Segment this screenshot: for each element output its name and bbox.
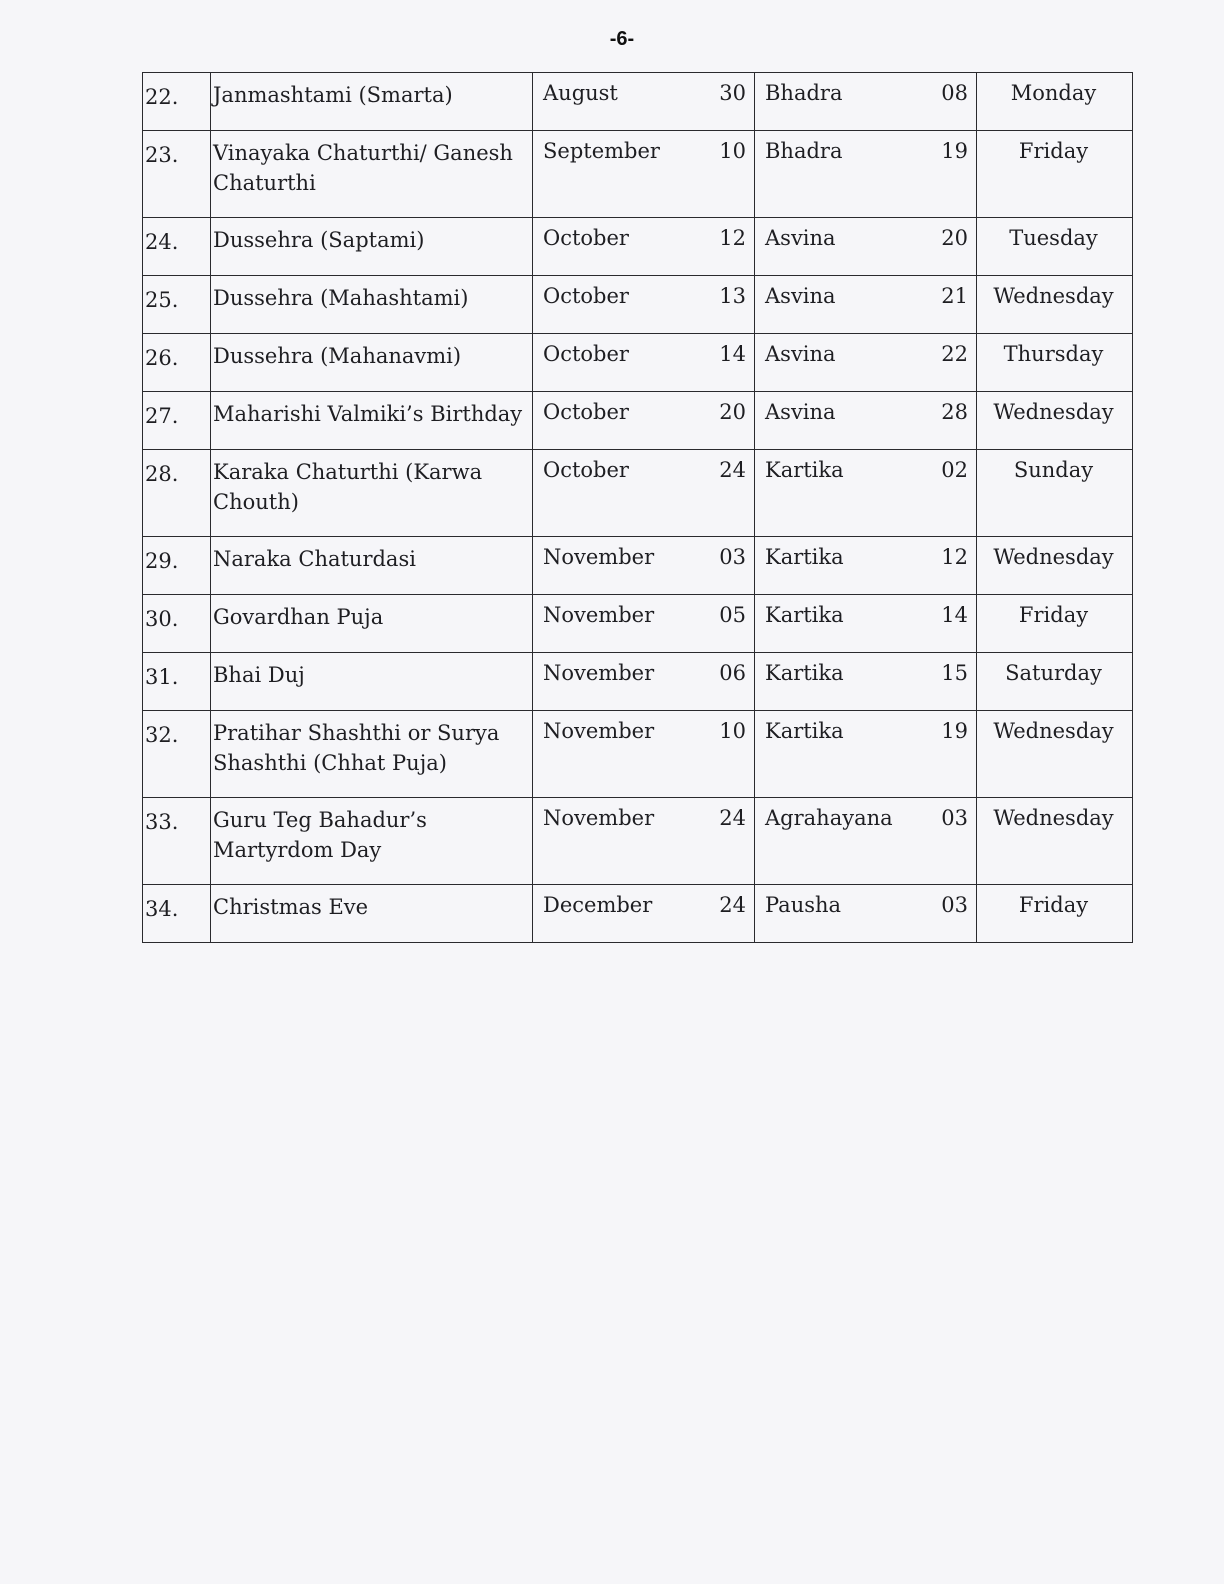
- serial-number: 23.: [143, 131, 211, 218]
- saka-month: Asvina: [765, 284, 836, 308]
- saka-month: Asvina: [765, 400, 836, 424]
- date-cell: [533, 450, 755, 537]
- serial-number: 30.: [143, 595, 211, 653]
- date-cell: [533, 595, 755, 653]
- saka-month: Asvina: [765, 342, 836, 366]
- holiday-name: Maharishi Valmiki’s Birthday: [211, 392, 533, 450]
- holiday-name: Janmashtami (Smarta): [211, 73, 533, 131]
- saka-date: 14: [941, 603, 968, 627]
- saka-cell: [755, 218, 977, 276]
- weekday: Wednesday: [977, 537, 1133, 595]
- weekday: Saturday: [977, 653, 1133, 711]
- date-cell: [533, 73, 755, 131]
- page-number: -6-: [609, 28, 635, 50]
- serial-number: 25.: [143, 276, 211, 334]
- weekday: Friday: [977, 885, 1133, 943]
- date: 24: [719, 893, 746, 917]
- holiday-table: [142, 72, 1133, 943]
- table-row: [143, 885, 1133, 943]
- saka-cell: [755, 885, 977, 943]
- saka-cell: [755, 595, 977, 653]
- saka-month: Kartika: [765, 603, 844, 627]
- table-row: [143, 73, 1133, 131]
- table-row: [143, 798, 1133, 885]
- saka-date: 28: [941, 400, 968, 424]
- saka-date: 20: [941, 226, 968, 250]
- saka-month: Pausha: [765, 893, 842, 917]
- date: 05: [719, 603, 746, 627]
- saka-month: Kartika: [765, 661, 844, 685]
- saka-cell: [755, 653, 977, 711]
- date: 24: [719, 806, 746, 830]
- weekday: Wednesday: [977, 392, 1133, 450]
- serial-number: 28.: [143, 450, 211, 537]
- serial-number: 31.: [143, 653, 211, 711]
- month: November: [543, 603, 655, 627]
- month: November: [543, 806, 655, 830]
- date: 20: [719, 400, 746, 424]
- month: October: [543, 400, 629, 424]
- month: October: [543, 226, 629, 250]
- date: 14: [719, 342, 746, 366]
- saka-cell: [755, 334, 977, 392]
- serial-number: 29.: [143, 537, 211, 595]
- serial-number: 24.: [143, 218, 211, 276]
- date: 24: [719, 458, 746, 482]
- table-row: [143, 334, 1133, 392]
- date-cell: [533, 653, 755, 711]
- table-row: [143, 276, 1133, 334]
- date: 10: [719, 719, 746, 743]
- date: 12: [719, 226, 746, 250]
- holiday-name: Dussehra (Saptami): [211, 218, 533, 276]
- saka-cell: [755, 450, 977, 537]
- saka-date: 02: [941, 458, 968, 482]
- saka-cell: [755, 798, 977, 885]
- holiday-name: Dussehra (Mahashtami): [211, 276, 533, 334]
- date-cell: [533, 218, 755, 276]
- holiday-name: Govardhan Puja: [211, 595, 533, 653]
- table-row: [143, 131, 1133, 218]
- saka-month: Agrahayana: [765, 806, 893, 830]
- table-row: [143, 537, 1133, 595]
- date-cell: [533, 392, 755, 450]
- serial-number: 33.: [143, 798, 211, 885]
- month: December: [543, 893, 653, 917]
- saka-date: 19: [941, 719, 968, 743]
- date: 10: [719, 139, 746, 163]
- date: 06: [719, 661, 746, 685]
- weekday: Sunday: [977, 450, 1133, 537]
- saka-month: Bhadra: [765, 139, 843, 163]
- saka-month: Asvina: [765, 226, 836, 250]
- date-cell: [533, 711, 755, 798]
- saka-cell: [755, 711, 977, 798]
- weekday: Friday: [977, 595, 1133, 653]
- saka-cell: [755, 131, 977, 218]
- saka-month: Kartika: [765, 719, 844, 743]
- month: October: [543, 342, 629, 366]
- saka-date: 03: [941, 806, 968, 830]
- month: November: [543, 661, 655, 685]
- weekday: Tuesday: [977, 218, 1133, 276]
- serial-number: 32.: [143, 711, 211, 798]
- weekday: Thursday: [977, 334, 1133, 392]
- date-cell: [533, 131, 755, 218]
- date-cell: [533, 334, 755, 392]
- serial-number: 22.: [143, 73, 211, 131]
- date: 13: [719, 284, 746, 308]
- saka-cell: [755, 537, 977, 595]
- saka-cell: [755, 73, 977, 131]
- date: 03: [719, 545, 746, 569]
- holiday-name: Vinayaka Chaturthi/ Ganesh Chaturthi: [211, 131, 533, 218]
- saka-month: Kartika: [765, 458, 844, 482]
- serial-number: 26.: [143, 334, 211, 392]
- month: September: [543, 139, 660, 163]
- saka-date: 15: [941, 661, 968, 685]
- weekday: Wednesday: [977, 711, 1133, 798]
- date-cell: [533, 276, 755, 334]
- saka-date: 12: [941, 545, 968, 569]
- table-row: [143, 653, 1133, 711]
- holiday-name: Christmas Eve: [211, 885, 533, 943]
- weekday: Friday: [977, 131, 1133, 218]
- date-cell: [533, 537, 755, 595]
- month: November: [543, 719, 655, 743]
- saka-date: 22: [941, 342, 968, 366]
- date: 30: [719, 81, 746, 105]
- table-row: [143, 392, 1133, 450]
- saka-month: Kartika: [765, 545, 844, 569]
- holiday-name: Naraka Chaturdasi: [211, 537, 533, 595]
- holiday-name: Pratihar Shashthi or Surya Shashthi (Chhat Puja): [211, 711, 533, 798]
- date-cell: [533, 798, 755, 885]
- serial-number: 27.: [143, 392, 211, 450]
- weekday: Monday: [977, 73, 1133, 131]
- serial-number: 34.: [143, 885, 211, 943]
- weekday: Wednesday: [977, 276, 1133, 334]
- holiday-name: Guru Teg Bahadur’s Martyrdom Day: [211, 798, 533, 885]
- saka-cell: [755, 392, 977, 450]
- table-row: [143, 218, 1133, 276]
- table-row: [143, 595, 1133, 653]
- month: August: [543, 81, 618, 105]
- holiday-name: Dussehra (Mahanavmi): [211, 334, 533, 392]
- saka-cell: [755, 276, 977, 334]
- holiday-name: Bhai Duj: [211, 653, 533, 711]
- month: October: [543, 284, 629, 308]
- saka-date: 08: [941, 81, 968, 105]
- table-row: [143, 711, 1133, 798]
- saka-month: Bhadra: [765, 81, 843, 105]
- month: November: [543, 545, 655, 569]
- weekday: Wednesday: [977, 798, 1133, 885]
- holiday-name: Karaka Chaturthi (Karwa Chouth): [211, 450, 533, 537]
- table-row: [143, 450, 1133, 537]
- date-cell: [533, 885, 755, 943]
- saka-date: 21: [941, 284, 968, 308]
- saka-date: 19: [941, 139, 968, 163]
- saka-date: 03: [941, 893, 968, 917]
- month: October: [543, 458, 629, 482]
